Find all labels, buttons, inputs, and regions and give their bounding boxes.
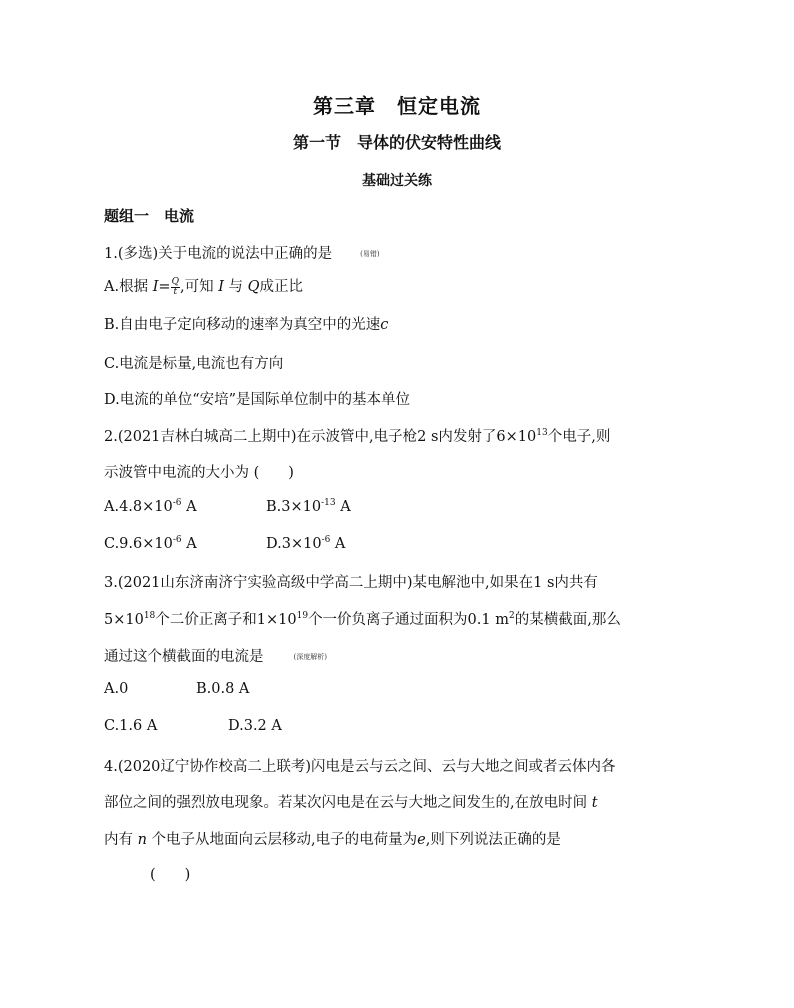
q4-line2-var: t (591, 795, 598, 811)
q4-line3-a: 内有 (104, 832, 138, 848)
q1-option-d: D.电流的单位“安培”是国际单位制中的基本单位 (104, 392, 411, 408)
q4-line3-var2: e (417, 832, 426, 848)
q2-b-base: B.3×10 (266, 499, 322, 515)
q1-option-c: C.电流是标量,电流也有方向 (104, 356, 284, 372)
q2-a-base: A.4.8×10 (104, 499, 173, 515)
q3-line2-b: 个二价正离子和1×10 (155, 612, 297, 628)
q4-line3-b: 个电子从地面向云层移动,电子的电荷量为 (146, 832, 418, 848)
q1-a-formula-lhs: I= (152, 279, 171, 295)
q4-line3-c: ,则下列说法正确的是 (425, 832, 561, 848)
q2-a-unit: A (181, 499, 197, 515)
q3-line-1: 3.(2021山东济南济宁实验高级中学高二上期中)某电解池中,如果在1 s内共有 (104, 575, 598, 591)
q2-line1-a: 2.(2021吉林白城高二上期中)在示波管中,电子枪2 s内发射了6×10 (104, 429, 537, 445)
q4-line-1: 4.(2020辽宁协作校高二上联考)闪电是云与云之间、云与大地之间或者云体内各 (104, 759, 616, 775)
q1-a-fraction (171, 278, 180, 297)
q2-line-2: 示波管中电流的大小为 ( ) (104, 465, 294, 481)
q3-line2-c: 个一价负离子通过面积为0.1 m (308, 612, 509, 628)
q4-line3-var1: n (137, 832, 147, 848)
q2-d-exp: -6 (321, 535, 331, 545)
q1-option-a (104, 275, 303, 297)
q1-a-fraction-den: t (173, 286, 178, 297)
q2-d-base: D.3×10 (266, 536, 322, 552)
q4-line-2 (104, 791, 598, 812)
section-title: 第一节 导体的伏安特性曲线 (292, 133, 501, 152)
q2-option-d (266, 535, 345, 552)
q1-a-fraction-num: Q (171, 276, 179, 287)
q2-a-exp: -6 (172, 498, 182, 508)
q3-line2-a: 5×10 (104, 612, 144, 628)
group-title: 题组一 电流 (104, 207, 195, 225)
q3-line-3 (104, 645, 327, 666)
q3-line-2 (104, 608, 621, 629)
q4-line2-a: 部位之间的强烈放电现象。若某次闪电是在云与大地之间发生的,在放电时间 (104, 795, 592, 811)
q3-option-c: C.1.6 A (104, 718, 158, 734)
q3-option-b: B.0.8 A (196, 681, 250, 697)
q1-option-b (104, 313, 388, 334)
q1-b-text: B.自由电子定向移动的速率为真空中的光速 (104, 317, 381, 333)
q3-line2-exp2: 19 (296, 611, 309, 621)
q3-line2-exp1: 18 (143, 611, 156, 621)
q3-option-a: A.0 (104, 681, 129, 697)
q3-line2-exp3: 2 (508, 611, 515, 621)
chapter-title: 第三章 恒定电流 (313, 94, 481, 118)
q2-b-exp: -13 (321, 498, 336, 508)
q2-c-exp: -6 (172, 535, 182, 545)
q3-tag: (深度解析) (293, 653, 327, 661)
q1-b-var: c (380, 317, 389, 333)
q4-answer-bracket: ( ) (150, 867, 191, 883)
q2-option-b (266, 498, 351, 515)
q2-line-1 (104, 425, 610, 446)
q1-a-var1: I (218, 279, 224, 295)
q2-option-a (104, 498, 197, 515)
q1-a-var2: Q (247, 279, 260, 295)
q2-d-unit: A (330, 536, 346, 552)
q3-line3-text: 通过这个横截面的电流是 (104, 649, 264, 665)
q1-a-mid: 与 (223, 279, 248, 295)
q3-line2-d: 的某横截面,那么 (514, 612, 621, 628)
q1-tag: (易错) (360, 250, 380, 258)
q1-stem-text: 1.(多选)关于电流的说法中正确的是 (104, 246, 333, 262)
q2-option-c (104, 535, 197, 552)
subsection-title: 基础过关练 (362, 173, 432, 189)
q2-line1-b: 个电子,则 (547, 429, 611, 445)
q3-option-d: D.3.2 A (228, 718, 282, 734)
q1-a-end: 成正比 (259, 279, 304, 295)
q2-c-unit: A (181, 536, 197, 552)
q2-line1-exp: 13 (536, 428, 548, 438)
q2-b-unit: A (335, 499, 351, 515)
q1-a-prefix: A.根据 (104, 279, 149, 295)
q2-c-base: C.9.6×10 (104, 536, 173, 552)
q1-a-suffix: ,可知 (179, 279, 219, 295)
q4-line-3 (104, 828, 561, 849)
q1-stem (104, 242, 380, 263)
